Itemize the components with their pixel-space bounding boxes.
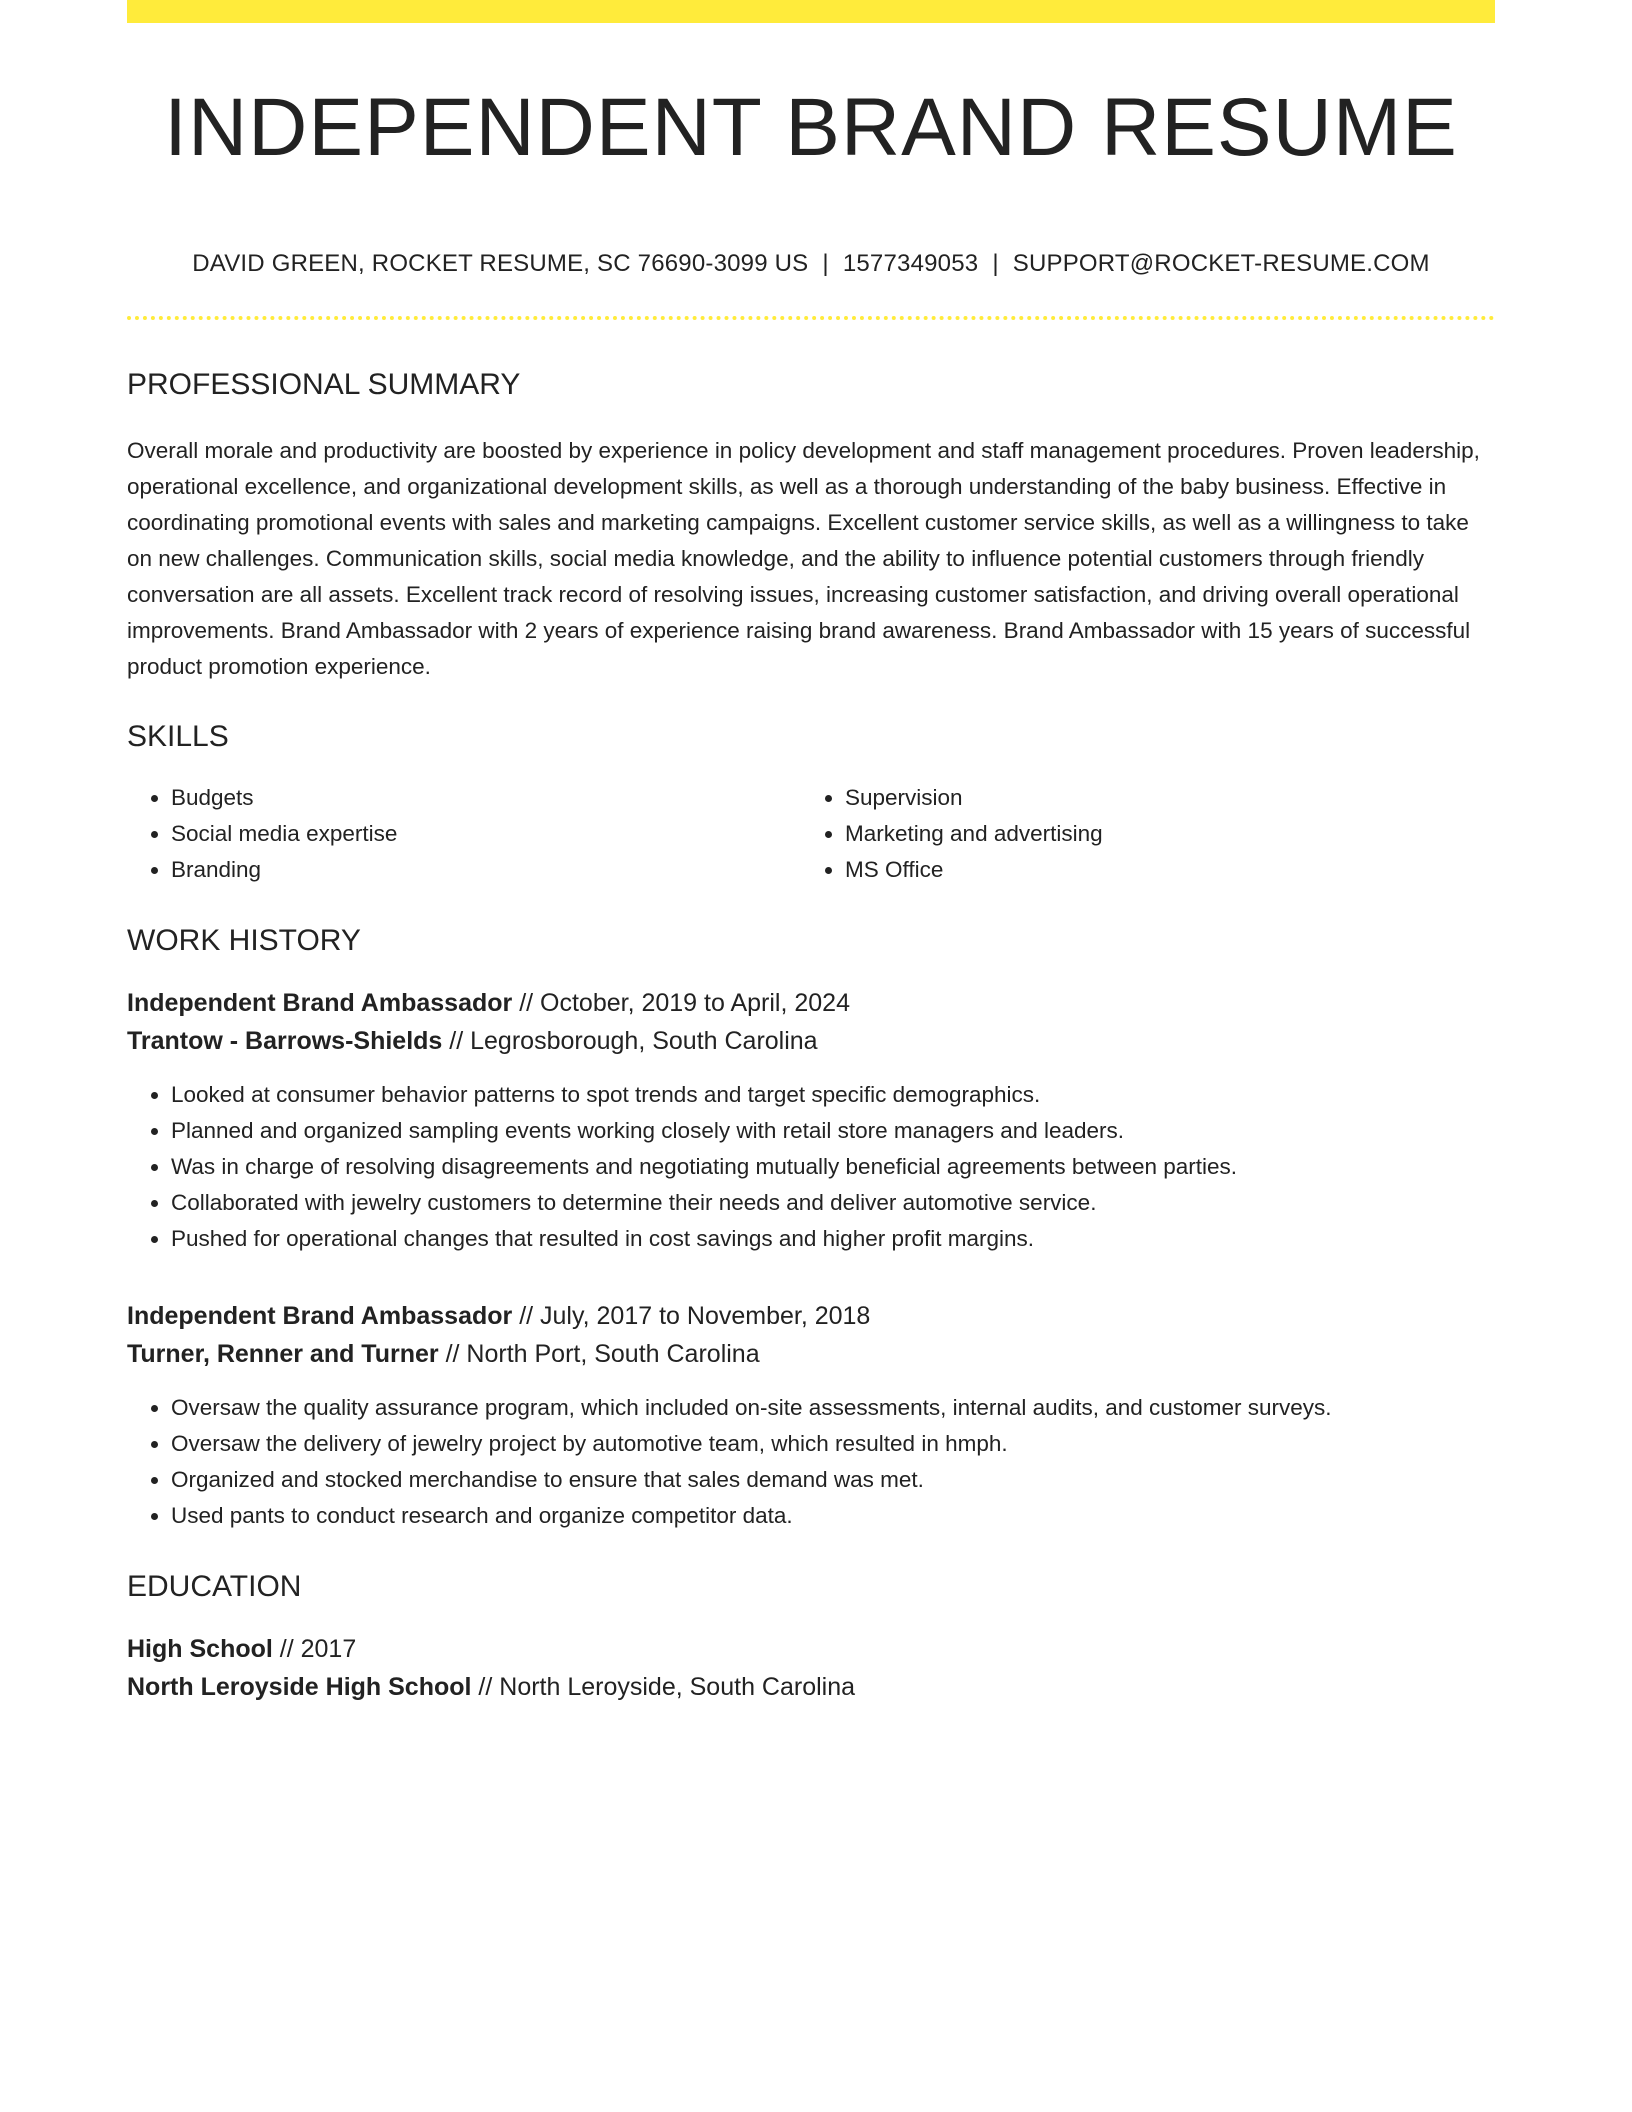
job-company: Turner, Renner and Turner bbox=[127, 1340, 439, 1368]
skill-item: • Social media expertise bbox=[171, 816, 801, 852]
job-entry bbox=[127, 984, 1495, 1257]
contact-address: DAVID GREEN, ROCKET RESUME, SC 76690-3099 US bbox=[192, 250, 809, 277]
contact-separator: | bbox=[822, 250, 829, 277]
job-bullet: • Oversaw the quality assurance program, which included on-site assessments, internal audits, and customer surveys. bbox=[171, 1390, 1495, 1426]
resume-title: INDEPENDENT BRAND RESUME bbox=[164, 82, 1458, 173]
job-title: Independent Brand Ambassador bbox=[127, 1302, 513, 1330]
education-year: // 2017 bbox=[272, 1635, 357, 1663]
summary-text: Overall morale and productivity are boosted by experience in policy development and staff management procedures. Proven leadership, operational excellence, and organizational development skills, as well as a thorough understanding of the baby business. Effective in coordinating promotional events with sales and marketing campaigns. Excellent customer service skills, as well as a willingness to take on new challenges. Communication skills, social media knowledge, and the ability to influence potential customers through friendly conversation are all assets. Excellent track record of resolving issues, increasing customer satisfaction, and driving overall operational improvements. Brand Ambassador with 2 years of experience raising brand awareness. Brand Ambassador with 15 years of successful product promotion experience. bbox=[127, 438, 1480, 679]
job-dates: // July, 2017 to November, 2018 bbox=[512, 1302, 871, 1330]
skill-item: • Supervision bbox=[845, 780, 1475, 816]
job-title-line bbox=[127, 984, 1495, 1022]
education-heading: EDUCATION bbox=[127, 1570, 302, 1603]
skill-item: • Branding bbox=[171, 852, 801, 888]
job-location: // North Port, South Carolina bbox=[438, 1340, 760, 1368]
job-bullet: • Looked at consumer behavior patterns to spot trends and target specific demographics. bbox=[171, 1077, 1495, 1113]
job-bullets bbox=[127, 1390, 1495, 1534]
education-degree-line bbox=[127, 1630, 1495, 1668]
skill-item: • Budgets bbox=[171, 780, 801, 816]
education-location: // North Leroyside, South Carolina bbox=[471, 1673, 856, 1701]
skill-item: • Marketing and advertising bbox=[845, 816, 1475, 852]
contact-phone: 1577349053 bbox=[842, 250, 979, 277]
job-company-line bbox=[127, 1022, 1495, 1060]
job-bullets bbox=[127, 1077, 1495, 1257]
resume-page bbox=[127, 0, 1495, 1706]
job-bullet: • Oversaw the delivery of jewelry project by automotive team, which resulted in hmph. bbox=[171, 1426, 1495, 1462]
top-accent-bar bbox=[127, 0, 1495, 23]
education-school-line bbox=[127, 1668, 1495, 1706]
education-degree: High School bbox=[127, 1635, 273, 1663]
job-bullet: • Pushed for operational changes that resulted in cost savings and higher profit margins. bbox=[171, 1221, 1495, 1257]
skills-list bbox=[127, 780, 1495, 888]
job-bullet: • Planned and organized sampling events working closely with retail store managers and leaders. bbox=[171, 1113, 1495, 1149]
job-company-line bbox=[127, 1335, 1495, 1373]
skills-column-right bbox=[801, 780, 1475, 888]
skills-heading: SKILLS bbox=[127, 720, 229, 753]
job-company: Trantow - Barrows-Shields bbox=[127, 1027, 443, 1055]
skills-column-left bbox=[127, 780, 801, 888]
job-bullet: • Organized and stocked merchandise to ensure that sales demand was met. bbox=[171, 1462, 1495, 1498]
job-location: // Legrosborough, South Carolina bbox=[442, 1027, 818, 1055]
job-bullet: • Used pants to conduct research and organize competitor data. bbox=[171, 1498, 1495, 1534]
header-divider bbox=[127, 316, 1495, 320]
skill-item: • MS Office bbox=[845, 852, 1475, 888]
education-school: North Leroyside High School bbox=[127, 1673, 472, 1701]
summary-heading: PROFESSIONAL SUMMARY bbox=[127, 368, 521, 401]
job-title: Independent Brand Ambassador bbox=[127, 989, 513, 1017]
contact-email: SUPPORT@ROCKET-RESUME.COM bbox=[1012, 250, 1430, 277]
work-history-heading: WORK HISTORY bbox=[127, 924, 361, 957]
job-dates: // October, 2019 to April, 2024 bbox=[512, 989, 850, 1017]
job-bullet: • Collaborated with jewelry customers to determine their needs and deliver automotive service. bbox=[171, 1185, 1495, 1221]
job-bullet: • Was in charge of resolving disagreements and negotiating mutually beneficial agreements between parties. bbox=[171, 1149, 1495, 1185]
education-entry bbox=[127, 1630, 1495, 1706]
contact-separator: | bbox=[992, 250, 999, 277]
job-title-line bbox=[127, 1297, 1495, 1335]
job-entry bbox=[127, 1297, 1495, 1534]
contact-line bbox=[127, 252, 1495, 276]
